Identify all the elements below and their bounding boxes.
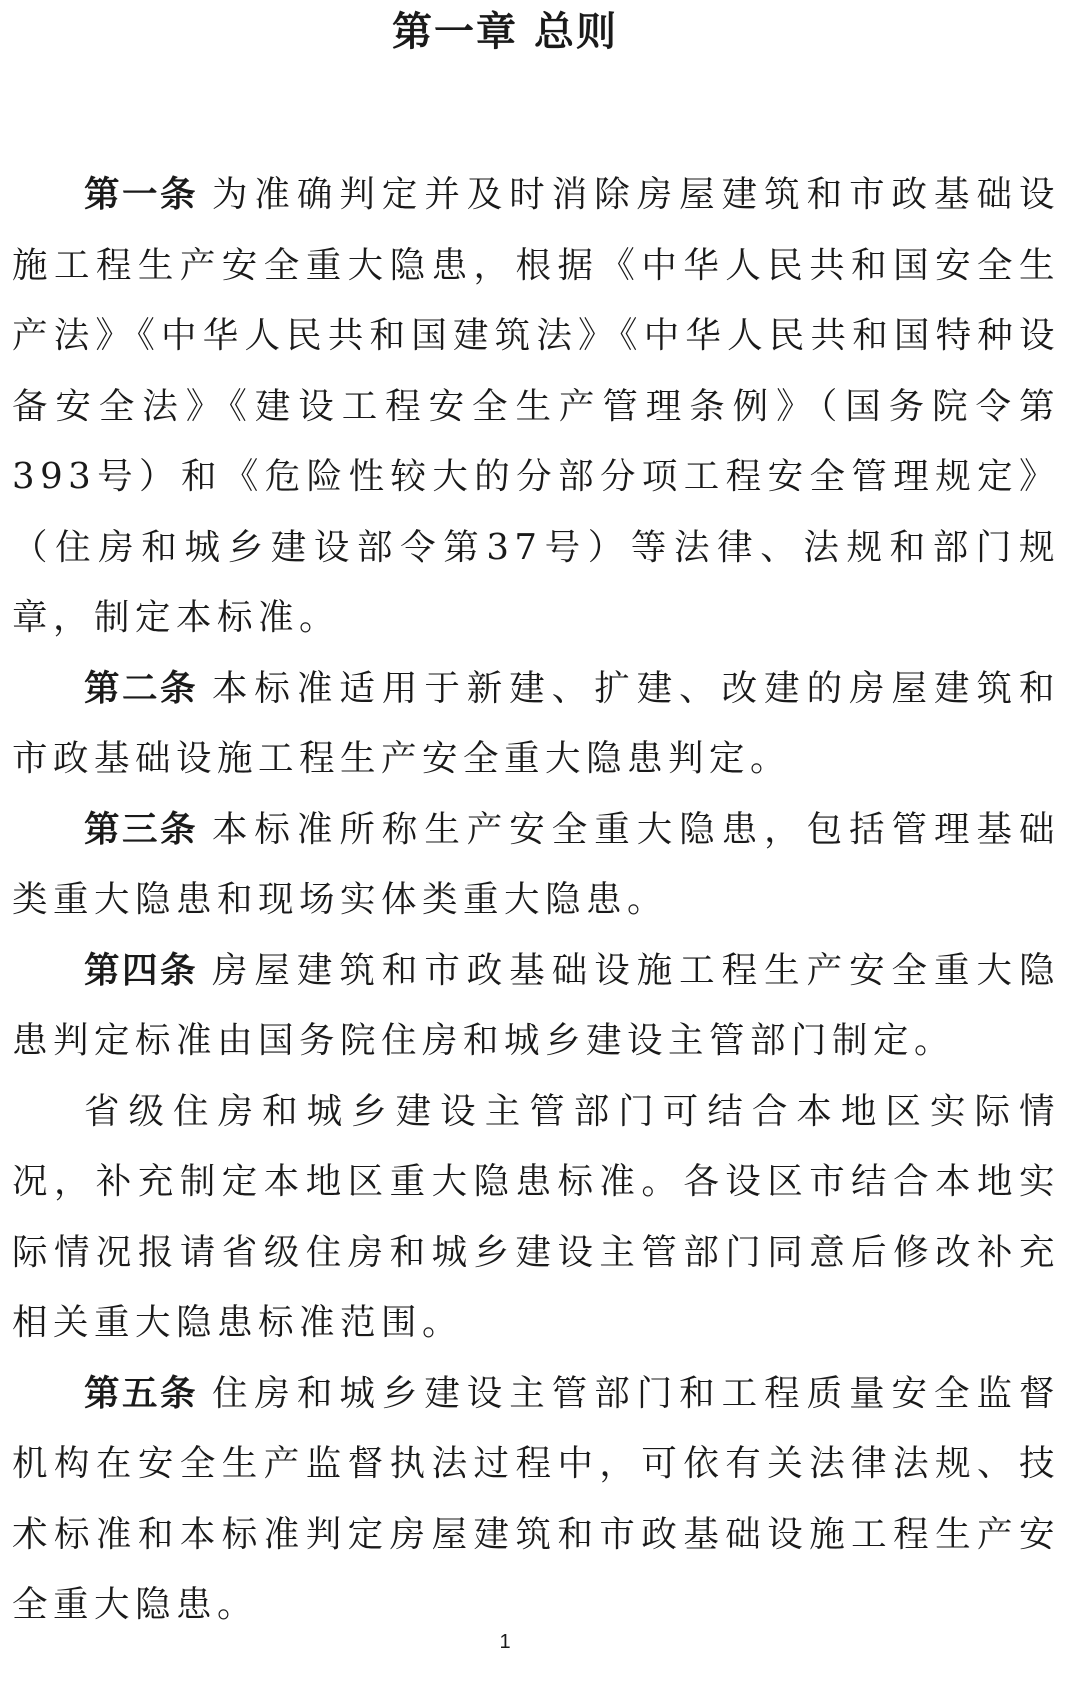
article-4-paragraph-2 [12, 1077, 1060, 1359]
article-2 [12, 654, 1060, 795]
article-3 [12, 795, 1060, 936]
article-5 [12, 1359, 1060, 1641]
article-4-paragraph-2-text: 省级住房和城乡建设主管部门可结合本地区实际情况，补充制定本地区重大隐患标准。各设区市结合本地实际情况报请省级住房和城乡建设主管部门同意后修改补充相关重大隐患标准范围。 [12, 1090, 1060, 1343]
article-2-text: 本标准适用于新建、扩建、改建的房屋建筑和市政基础设施工程生产安全重大隐患判定。 [12, 667, 1060, 779]
article-5-text: 住房和城乡建设主管部门和工程质量安全监督机构在安全生产监督执法过程中，可依有关法律法规、技术标准和本标准判定房屋建筑和市政基础设施工程生产安全重大隐患。 [12, 1372, 1060, 1625]
article-3-label: 第三条 [84, 808, 198, 850]
article-4 [12, 936, 1060, 1077]
article-2-label: 第二条 [84, 667, 198, 709]
article-4-label: 第四条 [84, 949, 198, 991]
chapter-title: 第一章 总则 [392, 9, 618, 55]
article-5-label: 第五条 [84, 1372, 198, 1414]
document-body [12, 160, 1060, 1641]
page-number: 1 [499, 1631, 511, 1653]
article-1-text: 为准确判定并及时消除房屋建筑和市政基础设施工程生产安全重大隐患，根据《中华人民共和国安全生产法》《中华人民共和国建筑法》《中华人民共和国特种设备安全法》《建设工程安全生产管理条例》（国务院令第393号）和《危险性较大的分部分项工程安全管理规定》（住房和城乡建设部令第37号）等法律、法规和部门规章，制定本标准。 [12, 174, 1060, 638]
article-1-label: 第一条 [84, 174, 198, 215]
article-1 [12, 160, 1060, 654]
article-4-text: 房屋建筑和市政基础设施工程生产安全重大隐患判定标准由国务院住房和城乡建设主管部门制定。 [12, 949, 1060, 1061]
article-3-text: 本标准所称生产安全重大隐患，包括管理基础类重大隐患和现场实体类重大隐患。 [12, 808, 1060, 920]
